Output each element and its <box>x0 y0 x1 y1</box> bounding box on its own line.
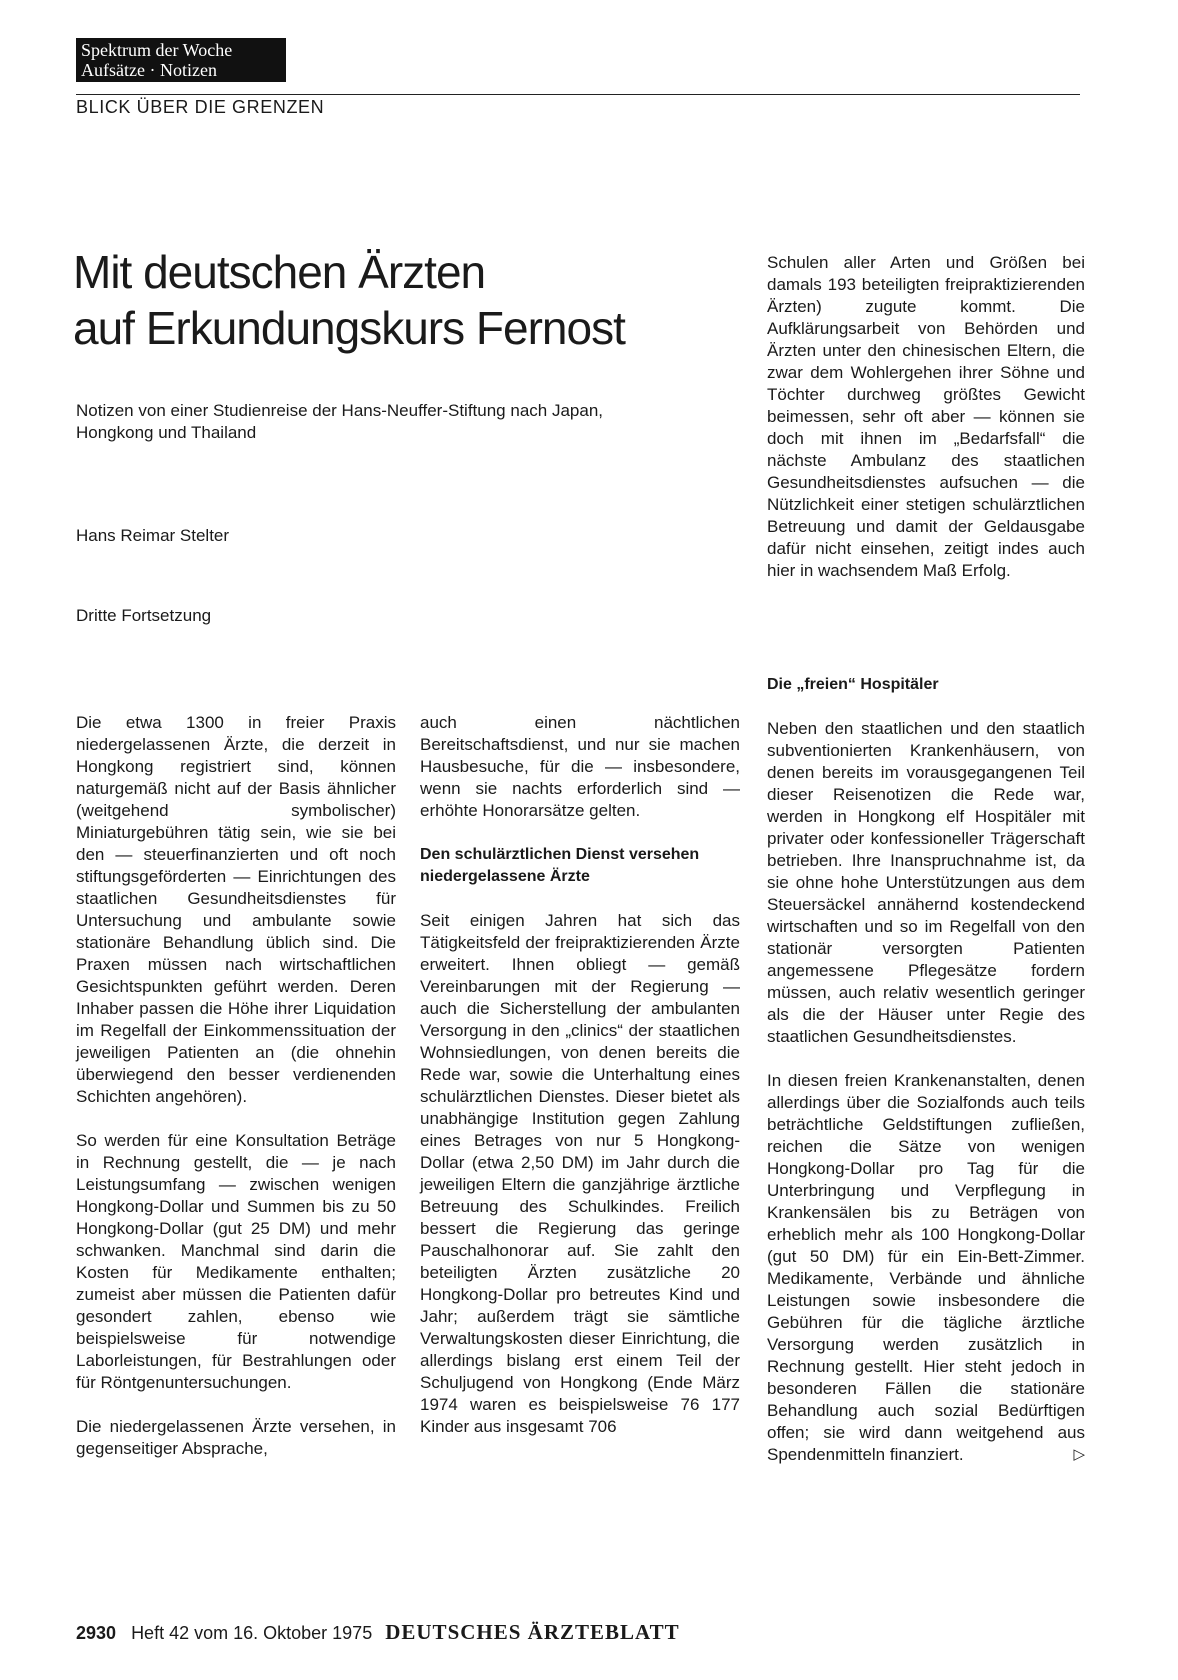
paragraph <box>767 1070 1085 1466</box>
title-line-2: auf Erkundungskurs Fernost <box>73 302 625 354</box>
column-3 <box>767 674 1085 1488</box>
page-number: 2930 <box>76 1623 117 1643</box>
badge-line-1: Spektrum der Woche <box>81 40 233 60</box>
page-footer <box>76 1620 680 1645</box>
paragraph: So werden für eine Konsultation Beträge in Rechnung gestellt, die — je nach Leistungsumfang — zwischen wenigen Hongkong-Dollar und Summen bis zu 50 Hongkong-Dollar (gut 25 DM) und mehr schwanken. Manchmal sind darin die Kosten für Medikamente enthalten; zumeist aber müssen die Patienten dafür gesondert zahlen, ebenso wie beispielsweise für notwendige Laborleistungen, für Bestrahlungen oder für Röntgenuntersuchungen. <box>76 1131 396 1392</box>
subheading: Die „freien“ Hospitäler <box>767 676 939 693</box>
paragraph: Schulen aller Arten und Größen bei damals 193 beteiligten freipraktizierenden Ärzten) zugute kommt. Die Aufklärungsarbeit von Behörden und Ärzten unter den chinesischen Eltern, die zwar dem Wohlergehen ihrer Söhne und Töchter durchweg größtes Gewicht beimessen, sehr oft aber — können sie doch mit ihnen im „Bedarfsfall“ die nächste Ambulanz des staatlichen Gesundheitsdienstes aufsuchen — die Nützlichkeit einer stetigen schulärztlichen Betreuung und damit der Geldausgabe dafür nicht einsehen, zeitigt indes auch hier in wachsendem Maß Erfolg. <box>767 253 1085 580</box>
column-3-top <box>767 252 1085 604</box>
column-1 <box>76 712 396 1482</box>
paragraph: Die etwa 1300 in freier Praxis niedergelassenen Ärzte, die derzeit in Hongkong registriert sind, können naturgemäß nicht auf der Basis ähnlicher (weitgehend symbolischer) Miniaturgebühren tätig sein, wie sie bei den — steuerfinanzierten und oft noch stiftungsgeförderten — Einrichtungen des staatlichen Gesundheitsdienstes für Untersuchung und ambulante sowie stationäre Behandlung üblich sind. Die Praxen müssen nach wirtschaftlichen Gesichtspunkten geführt werden. Deren Inhaber passen die Höhe ihrer Liquidation im Regelfall der Einkommenssituation der jeweiligen Patienten an (die ohnehin überwiegend den besser verdienenden Schichten angehören). <box>76 713 396 1106</box>
badge-line-2: Aufsätze · Notizen <box>81 60 217 80</box>
paragraph: Seit einigen Jahren hat sich das Tätigkeitsfeld der freipraktizierenden Ärzte erweitert. Ihnen obliegt — gemäß Vereinbarungen mit der Regierung — auch die Sicherstellung der ambulanten Versorgung in den „clinics“ der staatlichen Wohnsiedlungen, von denen bereits die Rede war, sowie die Unterhaltung eines schulärztlichen Dienstes. Dieser bietet als unabhängige Institution gegen Zahlung eines Betrages von nur 5 Hongkong-Dollar (etwa 2,50 DM) im Jahr durch die jeweiligen Eltern die ganzjährige ärztliche Betreuung des Schulkindes. Freilich bessert die Regierung das geringe Pauschalhonorar auf. Sie zahlt den beteiligten Ärzten zusätzliche 20 Hongkong-Dollar pro betreutes Kind und Jahr; außerdem trägt sie sämtliche Verwaltungskosten dieser Einrichtung, die allerdings bislang erst einem Teil der Schuljugend von Hongkong (Ende März 1974 waren es beispielsweise 76 177 Kinder aus insgesamt 706 <box>420 911 740 1436</box>
column-2 <box>420 712 740 1460</box>
continue-arrow-icon: ▷ <box>1073 1446 1085 1463</box>
publication-name: DEUTSCHES ÄRZTEBLATT <box>385 1620 680 1644</box>
title-line-1: Mit deutschen Ärzten <box>73 246 486 298</box>
section-badge <box>76 38 286 82</box>
paragraph-text: In diesen freien Krankenanstalten, denen allerdings über die Sozialfonds auch teils beträchtliche Geldstiftungen zufließen, reichen die Sätze von wenigen Hongkong-Dollar pro Tag für die Unterbringung und Verpflegung in Krankensälen bis zu Beträgen von erheblich mehr als 100 Hongkong-Dollar (gut 50 DM) für ein Ein-Bett-Zimmer. Medikamente, Verbände und ähnliche Leistungen sowie insbesondere die Gebühren für die tägliche ärztliche Versorgung werden zusätzlich in Rechnung gestellt. Hier steht jedoch in besonderen Fällen die stationäre Behandlung auch sozial Bedürftigen offen; sie wird dann weitgehend aus Spendenmitteln finanziert. <box>767 1071 1085 1464</box>
header-rule <box>76 94 1080 95</box>
paragraph: Die niedergelassenen Ärzte versehen, in gegenseitiger Absprache, <box>76 1417 396 1458</box>
issue-info: Heft 42 vom 16. Oktober 1975 <box>131 1623 373 1643</box>
subheading: Den schulärztlichen Dienst versehen niedergelassene Ärzte <box>420 846 700 885</box>
article-subtitle: Notizen von einer Studienreise der Hans-Neuffer-Stiftung nach Japan, Hongkong und Thailand <box>76 401 603 442</box>
paragraph: Neben den staatlichen und den staatlich subventionierten Krankenhäusern, von denen bereits im vorausgegangenen Teil dieser Reisenotizen die Rede war, werden in Hongkong elf Hospitäler mit privater oder konfessioneller Trägerschaft betrieben. Ihre Inanspruchnahme ist, da sie ohne hohe Unterstützungen aus dem Steuersäckel annähernd kostendeckend wirtschaften und so im Regelfall von den stationär versorgten Patienten angemessene Pflegesätze fordern müssen, auch relativ wesentlich geringer als die der Häuser unter Regie des staatlichen Gesundheitsdienstes. <box>767 719 1085 1046</box>
section-label: BLICK ÜBER DIE GRENZEN <box>76 97 325 117</box>
article-title <box>73 244 625 356</box>
paragraph: auch einen nächtlichen Bereitschaftsdienst, und nur sie machen Hausbesuche, für die — insbesondere, wenn sie nachts erforderlich sind — erhöhte Honorarsätze gelten. <box>420 713 740 820</box>
continuation-note: Dritte Fortsetzung <box>76 606 212 625</box>
article-author: Hans Reimar Stelter <box>76 526 230 545</box>
